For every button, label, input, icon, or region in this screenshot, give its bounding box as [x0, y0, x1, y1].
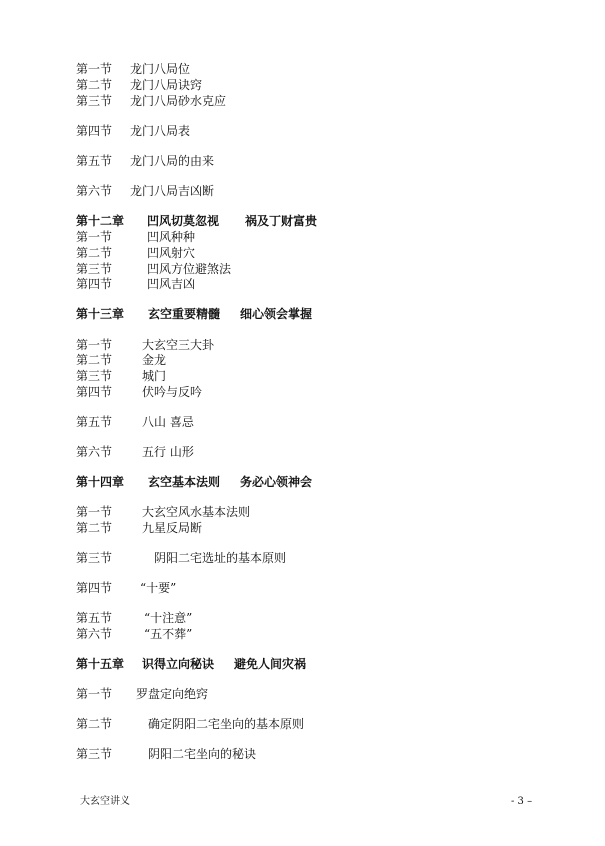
section-label: 第三节 — [76, 747, 113, 761]
section-title: 龙门八局位 — [130, 62, 191, 76]
section-title: “五不葬” — [144, 627, 193, 641]
chapter-title-part1: 凹风切莫忽视 — [147, 214, 220, 228]
section-label: 第一节 — [76, 62, 113, 76]
section-label: 第二节 — [76, 521, 113, 535]
section-title: “十要” — [140, 581, 177, 595]
section-label: 第六节 — [76, 445, 113, 459]
chapter-title-part1: 识得立向秘诀 — [142, 657, 215, 671]
section-title: 五行 山形 — [142, 445, 194, 459]
section-title: 凹风方位避煞法 — [147, 262, 232, 276]
chapter-label: 第十三章 — [76, 307, 125, 321]
section-label: 第四节 — [76, 277, 113, 291]
section-label: 第一节 — [76, 687, 113, 701]
chapter-title-part1: 玄空重要精髓 — [148, 307, 221, 321]
section-title: “十注意” — [144, 611, 193, 625]
section-label: 第四节 — [76, 124, 113, 138]
section-title: 凹风种种 — [147, 230, 196, 244]
chapter-title-part2: 细心领会掌握 — [240, 307, 313, 321]
section-label: 第一节 — [76, 505, 113, 519]
section-label: 第六节 — [76, 627, 113, 641]
section-title: 金龙 — [142, 353, 167, 367]
section-label: 第三节 — [76, 551, 113, 565]
section-label: 第一节 — [76, 338, 113, 352]
section-label: 第六节 — [76, 184, 113, 198]
section-title: 确定阴阳二宅坐向的基本原则 — [148, 717, 305, 731]
section-label: 第四节 — [76, 581, 113, 595]
section-title: 龙门八局砂水克应 — [130, 94, 227, 108]
section-label: 第二节 — [76, 78, 113, 92]
chapter-title-part1: 玄空基本法则 — [148, 475, 221, 489]
chapter-title-part2: 务必心领神会 — [240, 475, 313, 489]
section-title: 龙门八局吉凶断 — [130, 184, 215, 198]
section-title: 凹风射穴 — [147, 246, 196, 260]
chapter-label: 第十五章 — [76, 657, 125, 671]
section-title: 阴阳二宅坐向的秘诀 — [148, 747, 257, 761]
footer-document-title: 大玄空讲义 — [80, 796, 130, 807]
section-label: 第四节 — [76, 385, 113, 399]
section-label: 第五节 — [76, 154, 113, 168]
section-title: 九星反局断 — [142, 521, 203, 535]
section-title: 龙门八局的由来 — [130, 154, 215, 168]
chapter-label: 第十四章 — [76, 475, 125, 489]
section-label: 第三节 — [76, 369, 113, 383]
section-title: 罗盘定向绝窍 — [136, 687, 209, 701]
section-label: 第一节 — [76, 230, 113, 244]
section-title: 龙门八局诀窍 — [130, 78, 203, 92]
section-title: 八山 喜忌 — [142, 415, 194, 429]
section-title: 凹风吉凶 — [147, 277, 196, 291]
section-label: 第三节 — [76, 94, 113, 108]
section-title: 大玄空风水基本法则 — [142, 505, 251, 519]
chapter-title-part2: 祸及丁财富贵 — [245, 214, 318, 228]
chapter-label: 第十二章 — [76, 214, 125, 228]
section-label: 第三节 — [76, 262, 113, 276]
section-title: 伏吟与反吟 — [142, 385, 203, 399]
section-title: 阴阳二宅选址的基本原则 — [154, 551, 287, 565]
section-title: 城门 — [142, 369, 167, 383]
footer-page-number: - 3 – — [511, 796, 533, 807]
section-label: 第二节 — [76, 246, 113, 260]
section-label: 第五节 — [76, 611, 113, 625]
section-label: 第二节 — [76, 717, 113, 731]
chapter-title-part2: 避免人间灾祸 — [234, 657, 307, 671]
section-title: 大玄空三大卦 — [142, 338, 215, 352]
section-title: 龙门八局表 — [130, 124, 191, 138]
section-label: 第二节 — [76, 353, 113, 367]
section-label: 第五节 — [76, 415, 113, 429]
